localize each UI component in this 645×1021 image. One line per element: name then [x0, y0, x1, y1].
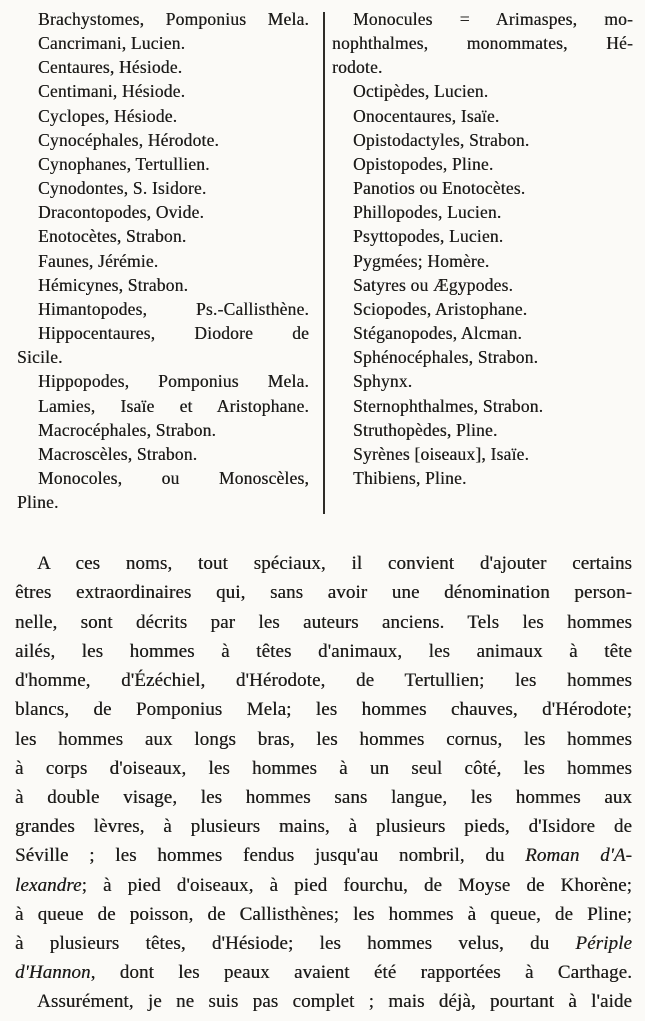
list-line	[17, 249, 309, 273]
text-run: Cynodontes, S. Isidore.	[38, 178, 207, 199]
list-line	[332, 466, 633, 490]
list-line	[332, 418, 633, 442]
list-line	[17, 224, 309, 248]
body-line	[15, 754, 632, 783]
list-line	[332, 79, 633, 103]
text-run: Cyclopes, Hésiode.	[38, 105, 178, 126]
body-line	[15, 812, 632, 841]
body-line	[15, 958, 632, 987]
list-line	[17, 418, 309, 442]
text-run: Centimani, Hésiode.	[38, 81, 186, 102]
list-line	[332, 369, 633, 393]
list-line	[17, 273, 309, 297]
body-line	[15, 666, 632, 695]
italic-text-run: Roman d'A-	[525, 845, 632, 867]
italic-text-run: lexandre	[15, 874, 82, 896]
text-run: Sicile.	[17, 347, 63, 368]
text-run: Sphynx.	[353, 371, 413, 392]
text-run: Stéganopodes, Alcman.	[353, 323, 522, 344]
body-line	[15, 725, 632, 754]
text-run: Cancrimani, Lucien.	[38, 33, 186, 54]
list-line	[17, 297, 309, 321]
body-line	[15, 783, 632, 812]
text-run: Satyres ou Ægypodes.	[353, 274, 514, 295]
list-line	[332, 200, 633, 224]
body-line	[15, 637, 632, 666]
list-line	[17, 104, 309, 128]
list-line	[332, 224, 633, 248]
text-run: Cynocéphales, Hérodote.	[38, 129, 220, 150]
text-run: Brachystomes, Pomponius Mela.	[38, 9, 309, 29]
text-run: nophthalmes, monommates, Hé-	[332, 33, 633, 54]
list-line	[17, 200, 309, 224]
text-run: Octipèdes, Lucien.	[353, 81, 489, 102]
text-run: Hémicynes, Strabon.	[38, 274, 189, 295]
italic-text-run: Périple	[575, 932, 632, 954]
list-line	[17, 442, 309, 466]
text-run: Opistopodes, Pline.	[353, 153, 494, 174]
text-run: Centaures, Hésiode.	[38, 57, 183, 78]
text-run: Psyttopodes, Lucien.	[353, 226, 504, 247]
text-run: ; à pied d'oiseaux, à pied fourchu, de Moyse de Khorène;	[81, 874, 632, 896]
list-line	[17, 79, 309, 103]
list-line	[17, 55, 309, 79]
text-run: Thibiens, Pline.	[353, 467, 467, 488]
body-line	[15, 578, 632, 607]
list-line	[332, 297, 633, 321]
text-run: êtres extraordinaires qui, sans avoir une dénomination person-	[15, 582, 632, 604]
list-line	[332, 104, 633, 128]
text-run: Phillopodes, Lucien.	[353, 202, 502, 223]
text-run: Faunes, Jérémie.	[38, 250, 159, 271]
text-run: grandes lèvres, à plusieurs mains, à plusieurs pieds, d'Isidore de	[15, 816, 632, 838]
list-line	[332, 55, 633, 79]
body-line	[15, 549, 632, 578]
list-line	[332, 442, 633, 466]
text-run: Séville ; les hommes fendus jusqu'au nombril, du	[15, 845, 526, 867]
text-run: Monocules = Arimaspes, mo-	[353, 9, 633, 29]
text-run: , dont les peaux avaient été rapportées à Carthage.	[90, 962, 632, 984]
text-run: Cynophanes, Tertullien.	[38, 153, 210, 174]
list-line	[17, 7, 309, 31]
list-line	[17, 128, 309, 152]
text-run: Struthopèdes, Pline.	[353, 419, 498, 440]
body-line	[15, 929, 632, 958]
text-run: Onocentaures, Isaïe.	[353, 105, 500, 126]
text-run: Pline.	[17, 492, 59, 513]
list-line	[17, 490, 309, 514]
text-run: Macroscèles, Strabon.	[38, 443, 198, 464]
list-line	[332, 128, 633, 152]
text-run: Macrocéphales, Strabon.	[38, 419, 217, 440]
body-paragraphs	[0, 549, 645, 1016]
list-line	[17, 369, 309, 393]
text-run: Assurément, je ne suis pas complet ; mais déjà, pourtant à l'aide	[37, 991, 632, 1013]
body-line	[15, 695, 632, 724]
text-run: Hippocentaures, Diodore de	[38, 323, 309, 344]
text-run: Lamies, Isaïe et Aristophane.	[38, 395, 309, 416]
italic-text-run: d'Hannon	[15, 962, 91, 984]
text-run: Syrènes [oiseaux], Isaïe.	[353, 443, 530, 464]
creature-list-right-column	[325, 7, 635, 490]
text-run: à corps d'oiseaux, les hommes à un seul côté, les hommes	[15, 757, 632, 779]
text-run: A ces noms, tout spéciaux, il convient d'ajouter certains	[37, 553, 632, 575]
text-run: Dracontopodes, Ovide.	[38, 202, 205, 223]
list-line	[17, 321, 309, 345]
list-line	[332, 273, 633, 297]
list-line	[332, 7, 633, 31]
text-run: Monocoles, ou Monoscèles,	[38, 467, 309, 488]
text-run: Pygmées; Homère.	[353, 250, 490, 271]
list-line	[17, 152, 309, 176]
list-line	[332, 321, 633, 345]
list-line	[17, 176, 309, 200]
text-run: rodote.	[332, 57, 383, 78]
list-line	[332, 249, 633, 273]
body-line	[15, 871, 632, 900]
text-run: Sphénocéphales, Strabon.	[353, 347, 539, 368]
text-run: d'homme, d'Ézéchiel, d'Hérodote, de Tertullien; les hommes	[15, 670, 632, 692]
list-line	[332, 176, 633, 200]
text-run: Hippopodes, Pomponius Mela.	[38, 371, 309, 392]
text-run: Panotios ou Enotocètes.	[353, 178, 526, 199]
list-line	[17, 466, 309, 490]
text-run: à plusieurs têtes, d'Hésiode; les hommes velus, du	[15, 932, 576, 954]
list-line	[332, 152, 633, 176]
text-run: Sternophthalmes, Strabon.	[353, 395, 544, 416]
text-run: Sciopodes, Aristophane.	[353, 298, 528, 319]
text-run: Enotocètes, Strabon.	[38, 226, 187, 247]
text-run: à double visage, les hommes sans langue, les hommes aux	[15, 786, 632, 808]
body-line	[15, 987, 632, 1016]
body-line	[15, 900, 632, 929]
body-line	[15, 608, 632, 637]
text-run: Himantopodes, Ps.-Callisthène.	[38, 298, 309, 319]
list-line	[17, 31, 309, 55]
creature-list-left-column	[17, 7, 309, 514]
text-run: nelle, sont décrits par les auteurs anciens. Tels les hommes	[15, 611, 632, 633]
body-line	[15, 841, 632, 870]
list-line	[332, 394, 633, 418]
text-run: à queue de poisson, de Callisthènes; les hommes à queue, de Pline;	[15, 903, 632, 925]
text-run: blancs, de Pomponius Mela; les hommes chauves, d'Hérodote;	[15, 699, 632, 721]
list-line	[17, 394, 309, 418]
list-line	[332, 345, 633, 369]
list-line	[332, 31, 633, 55]
text-run: Opistodactyles, Strabon.	[353, 129, 530, 150]
text-run: les hommes aux longs bras, les hommes cornus, les hommes	[15, 728, 632, 750]
list-line	[17, 345, 309, 369]
text-run: ailés, les hommes à têtes d'animaux, les animaux à tête	[15, 640, 632, 662]
